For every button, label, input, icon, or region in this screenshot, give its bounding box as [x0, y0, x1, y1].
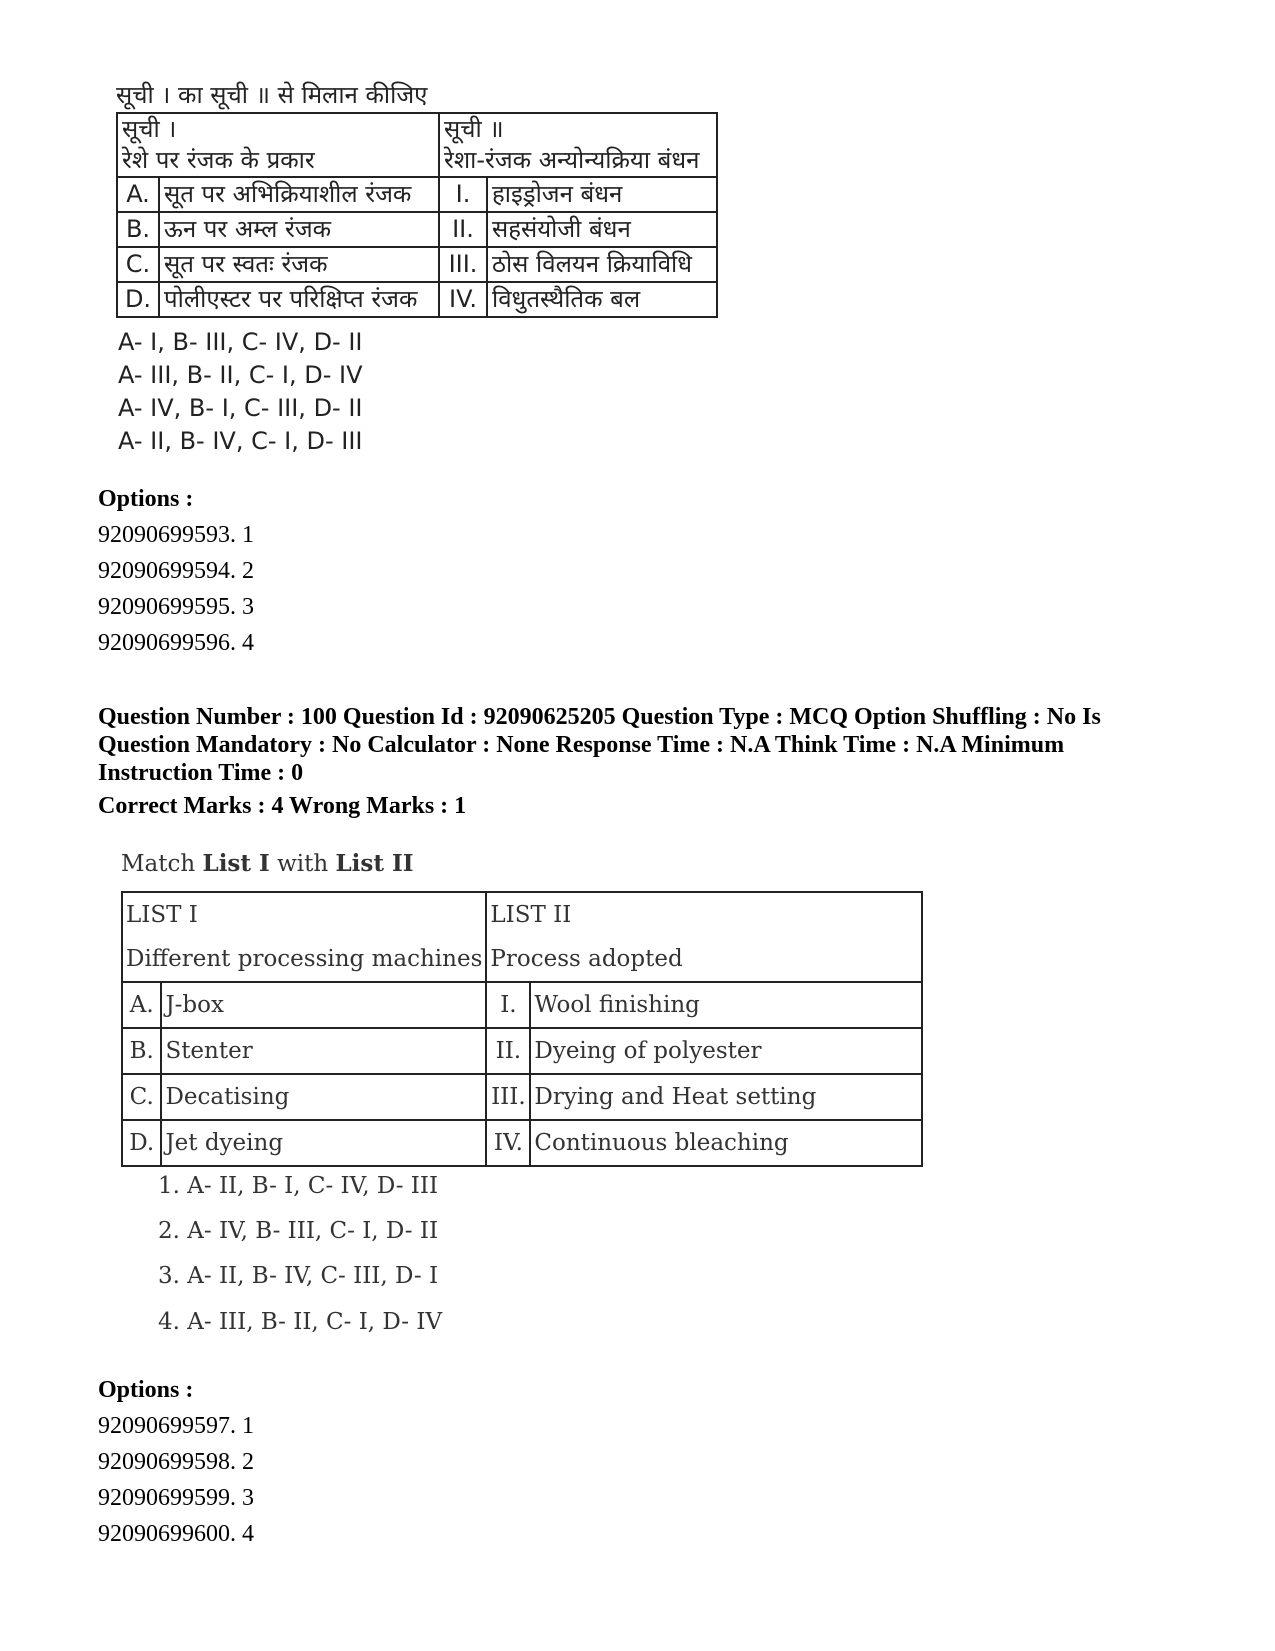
q99-option-3: 92090699595. 3 [98, 594, 254, 620]
table-row [117, 282, 717, 317]
q99-option-4: 92090699596. 4 [98, 630, 254, 656]
q100-choice-4: 4. A- III, B- II, C- I, D- IV [158, 1309, 443, 1335]
list2-header [486, 892, 922, 982]
row-key2: III. [439, 247, 487, 282]
q100-options-label: Options : [98, 1377, 194, 1403]
list1-header [117, 113, 439, 177]
row-key2: I. [439, 177, 487, 212]
title-text: with [269, 851, 336, 877]
row-key: D. [122, 1120, 161, 1166]
q100-option-4: 92090699600. 4 [98, 1521, 254, 1547]
table-header-row [117, 113, 717, 177]
table-row [117, 247, 717, 282]
row-value: Stenter [161, 1028, 486, 1074]
row-key: A. [117, 177, 159, 212]
list1-subheading: Different processing machines [126, 946, 483, 972]
q100-match-table [121, 891, 923, 1167]
q99-match-table [116, 112, 718, 318]
row-value: J-box [161, 982, 486, 1028]
q100-choice-2: 2. A- IV, B- III, C- I, D- II [158, 1218, 439, 1244]
table-row [122, 982, 922, 1028]
table-row [122, 1028, 922, 1074]
q99-choice-2: A- III, B- II, C- I, D- IV [118, 361, 363, 389]
q100-option-1: 92090699597. 1 [98, 1413, 254, 1439]
q100-choice-3: 3. A- II, B- IV, C- III, D- I [158, 1263, 439, 1289]
row-value: सूत पर अभिक्रियाशील रंजक [159, 177, 439, 212]
q100-marks: Correct Marks : 4 Wrong Marks : 1 [98, 793, 467, 819]
row-value: Jet dyeing [161, 1120, 486, 1166]
q100-match-title [121, 850, 414, 877]
q99-options-label: Options : [98, 486, 194, 512]
list1-heading: LIST I [126, 902, 198, 928]
row-key: C. [117, 247, 159, 282]
row-value2: Drying and Heat setting [530, 1074, 922, 1120]
row-value2: Continuous bleaching [530, 1120, 922, 1166]
q99-choice-3: A- IV, B- I, C- III, D- II [118, 394, 363, 422]
row-key: A. [122, 982, 161, 1028]
table-row [122, 1074, 922, 1120]
table-row [117, 177, 717, 212]
q100-option-2: 92090699598. 2 [98, 1449, 254, 1475]
row-value2: हाइड्रोजन बंधन [487, 177, 717, 212]
q99-choice-4: A- II, B- IV, C- I, D- III [118, 427, 363, 455]
title-list2: List II [335, 850, 414, 877]
q99-choice-1: A- I, B- III, C- IV, D- II [118, 328, 363, 356]
list2-subheading: रेशा-रंजक अन्योन्यक्रिया बंधन [444, 146, 700, 174]
title-list1: List I [202, 850, 270, 877]
list1-subheading: रेशे पर रंजक के प्रकार [122, 146, 315, 174]
row-value2: विधुतस्थैतिक बल [487, 282, 717, 317]
row-value2: Wool finishing [530, 982, 922, 1028]
row-value2: Dyeing of polyester [530, 1028, 922, 1074]
row-key2: I. [486, 982, 530, 1028]
row-value: पोलीएस्टर पर परिक्षिप्त रंजक [159, 282, 439, 317]
row-value2: ठोस विलयन क्रियाविधि [487, 247, 717, 282]
row-key2: IV. [486, 1120, 530, 1166]
q99-option-2: 92090699594. 2 [98, 558, 254, 584]
row-key: C. [122, 1074, 161, 1120]
list2-heading: LIST II [490, 902, 572, 928]
title-text: Match [121, 851, 203, 877]
q100-choice-1: 1. A- II, B- I, C- IV, D- III [158, 1173, 439, 1199]
row-key2: II. [439, 212, 487, 247]
list2-subheading: Process adopted [490, 946, 683, 972]
row-key: D. [117, 282, 159, 317]
row-key2: III. [486, 1074, 530, 1120]
list1-heading: सूची । [122, 115, 177, 143]
row-key: B. [122, 1028, 161, 1074]
list2-heading: सूची ॥ [444, 115, 504, 143]
table-header-row [122, 892, 922, 982]
row-key: B. [117, 212, 159, 247]
table-row [117, 212, 717, 247]
row-key2: II. [486, 1028, 530, 1074]
table-row [122, 1120, 922, 1166]
list1-header [122, 892, 486, 982]
row-key2: IV. [439, 282, 487, 317]
row-value: सूत पर स्वतः रंजक [159, 247, 439, 282]
q100-option-3: 92090699599. 3 [98, 1485, 254, 1511]
q100-metadata: Question Number : 100 Question Id : 92090625205 Question Type : MCQ Option Shuffling : No Is Question Mandatory : No Calculator : None Response Time : N.A Think Time : N.A Minimum Instruction Time : 0 [98, 704, 1101, 786]
q99-match-title: सूची । का सूची ॥ से मिलान कीजिए [116, 81, 428, 109]
row-value: Decatising [161, 1074, 486, 1120]
row-value: ऊन पर अम्ल रंजक [159, 212, 439, 247]
q99-option-1: 92090699593. 1 [98, 522, 254, 548]
list2-header [439, 113, 717, 177]
row-value2: सहसंयोजी बंधन [487, 212, 717, 247]
